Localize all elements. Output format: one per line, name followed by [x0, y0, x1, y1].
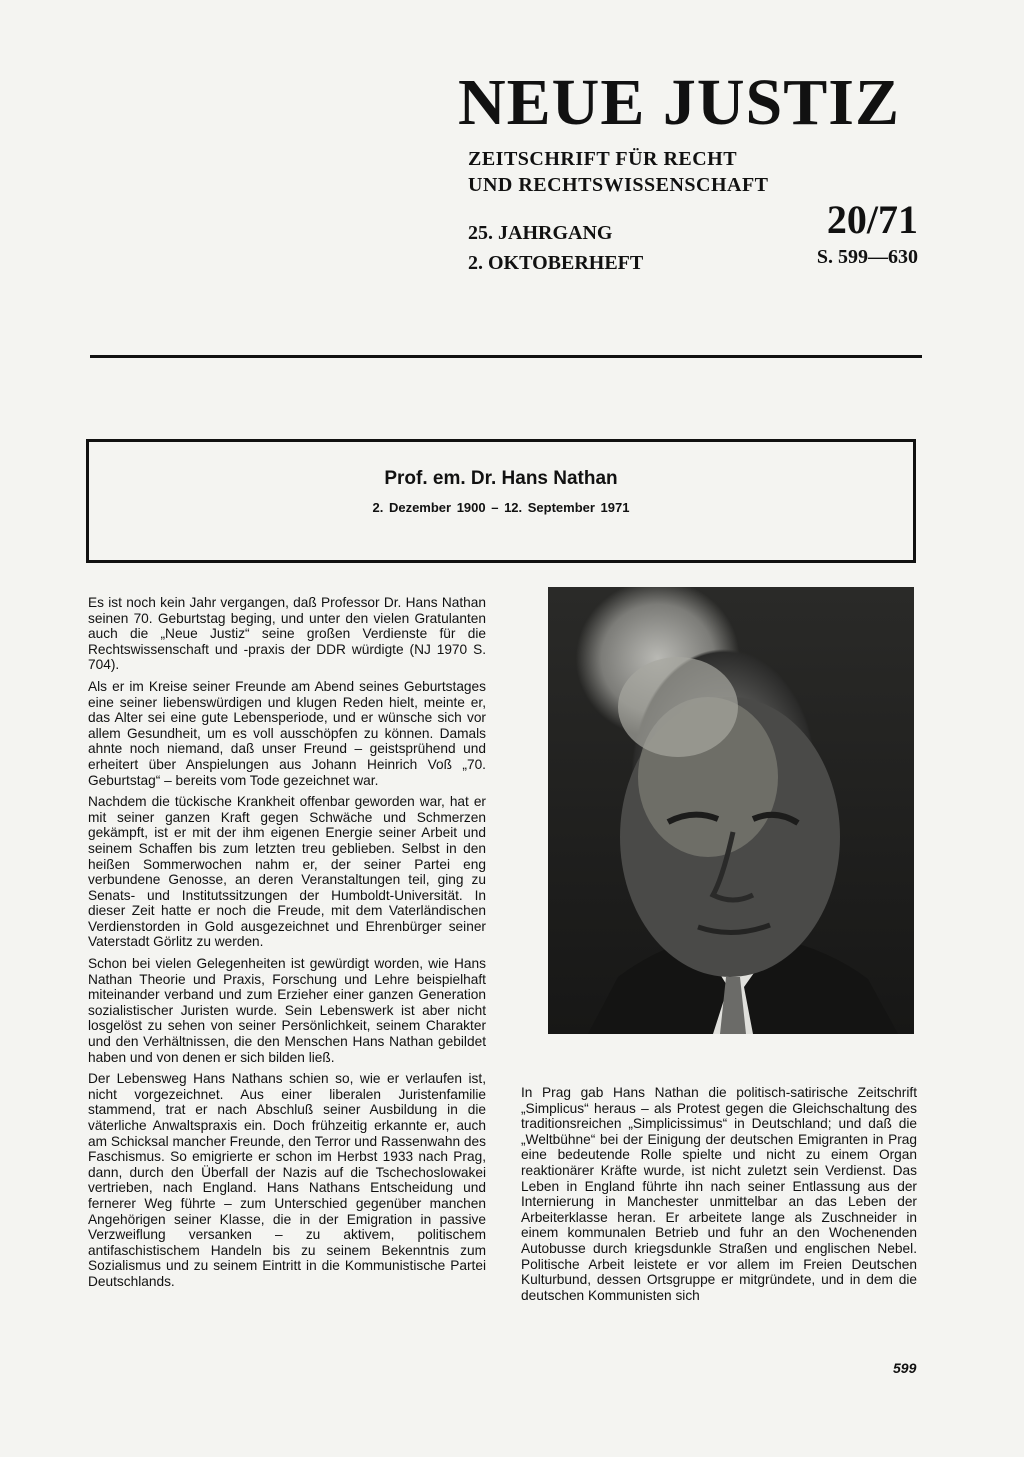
subtitle-line: ZEITSCHRIFT FÜR RECHT: [468, 148, 738, 170]
journal-title: NEUE JUSTIZ: [458, 66, 900, 139]
article-paragraph: Es ist noch kein Jahr vergangen, daß Professor Dr. Hans Nathan seinen 70. Geburtstag beging, und unter den vielen Gratulanten auch die „Neue Justiz“ seine großen Verdienste für die Rechtswissenschaft und -praxis der DDR würdigte (NJ 1970 S. 704).: [88, 595, 486, 673]
issue-info: [468, 218, 643, 278]
article-right-column: [521, 1085, 917, 1303]
issue-number: 20/71: [826, 197, 918, 242]
obituary-name: Prof. em. Dr. Hans Nathan: [384, 468, 618, 489]
article-paragraph: Als er im Kreise seiner Freunde am Abend seines Geburtstages eine seiner liebenswürdigen und klugen Reden hielt, meinte er, das Alter sei eine gute Lebensperiode, und er wünsche sich vor allem Gesundheit, um es voll ausschöpfen zu können. Damals ahnte noch niemand, daß unser Freund – geistsprühend und erheitert über Anspielungen aus Johann Heinrich Voß „70. Geburtstag“ – bereits vom Tode gezeichnet war.: [88, 678, 486, 788]
volume-label: 25. JAHRGANG: [468, 222, 613, 244]
article-paragraph: Der Lebensweg Hans Nathans schien so, wie er verlaufen ist, nicht vorgezeichnet. Aus einer liberalen Juristenfamilie stammend, trat er nach Abschluß seiner Ausbildung in die väterliche Anwaltspraxis ein. Doch frühzeitig erkannte er, auch am Schicksal mancher Freunde, den Terror und Rassenwahn des Faschismus. So emigrierte er schon im Herbst 1933 nach Prag, dann, durch den Überfall der Nazis auf die Tschechoslowakei vertrieben, nach England. Hans Nathans Entscheidung und fernerer Weg führte – zum Unterschied gegenüber manchen Angehörigen seiner Klasse, die in der Emigration in passive Verzweiflung versanken – zu aktivem, politischem antifaschistischem Handeln bis zu seinem Bekenntnis zum Sozialismus und zu seinem Eintritt in die Kommunistische Partei Deutschlands.: [88, 1071, 486, 1289]
journal-subtitle: [468, 146, 769, 198]
header-divider: [90, 355, 922, 358]
portrait-photo: [548, 587, 914, 1034]
page-number: 599: [893, 1360, 917, 1376]
article-paragraph: Nachdem die tückische Krankheit offenbar geworden war, hat er mit seiner ganzen Kraft gegen Schwäche und Schmerzen gekämpft, ist er mit der ihm eigenen Energie seiner Arbeit und seinem Schaffen bis zum letzten treu geblieben. Selbst in den heißen Sommerwochen nahm er, der seiner Partei eng verbundene Genosse, an deren Veranstaltungen teil, ging zu Senats- und Institutssitzungen der Humboldt-Universität. In dieser Zeit hatte er noch die Freude, mit dem Vaterländischen Verdienstorden in Gold ausgezeichnet und Ehrenbürger seiner Vaterstadt Görlitz zu werden.: [88, 794, 486, 950]
issue-period: 2. OKTOBERHEFT: [468, 252, 644, 274]
obituary-box: [86, 439, 916, 563]
portrait-sketch: [548, 587, 914, 1034]
article-paragraph: In Prag gab Hans Nathan die politisch-satirische Zeitschrift „Simplicus“ heraus – als Protest gegen die Gleichschaltung des traditionsreichen „Simplicissimus“ in Deutschland; und daß die „Weltbühne“ bei der Einigung der deutschen Emigranten in Prag eine bedeutende Rolle spielte und nicht zu einem Organ reaktionärer Kräfte wurde, ist nicht zuletzt sein Verdienst. Das Leben in England führte ihn nach seiner Entlassung aus der Internierung in Manchester unmittelbar an das Leben der Arbeiterklasse heran. Er arbeitete lange als Zuschneider in einem kommunalen Betrieb und fuhr an den Wochenenden Autobusse durch kriegsdunkle Straßen und englischen Nebel. Politische Arbeit leistete er vor allem im Freien Deutschen Kulturbund, dessen Ortsgruppe er mitgründete, und in dem die deutschen Kommunisten sich: [521, 1085, 917, 1303]
page-range: S. 599—630: [816, 246, 918, 268]
article-left-column: [88, 595, 486, 1296]
article-paragraph: Schon bei vielen Gelegenheiten ist gewürdigt worden, wie Hans Nathan Theorie und Praxis, Forschung und Lehre beispielhaft miteinander verband und zum Erzieher einer ganzen Generation sozialistischer Juristen wurde. Sein Lebenswerk ist aber nicht losgelöst zu sehen von seiner Persönlichkeit, seinem Charakter und den Verhältnissen, die den Menschen Hans Nathan gebildet haben und von denen er sich bilden ließ.: [88, 956, 486, 1065]
obituary-dates: 2. Dezember 1900 – 12. September 1971: [372, 500, 630, 515]
subtitle-line: UND RECHTSWISSENSCHAFT: [468, 174, 769, 196]
